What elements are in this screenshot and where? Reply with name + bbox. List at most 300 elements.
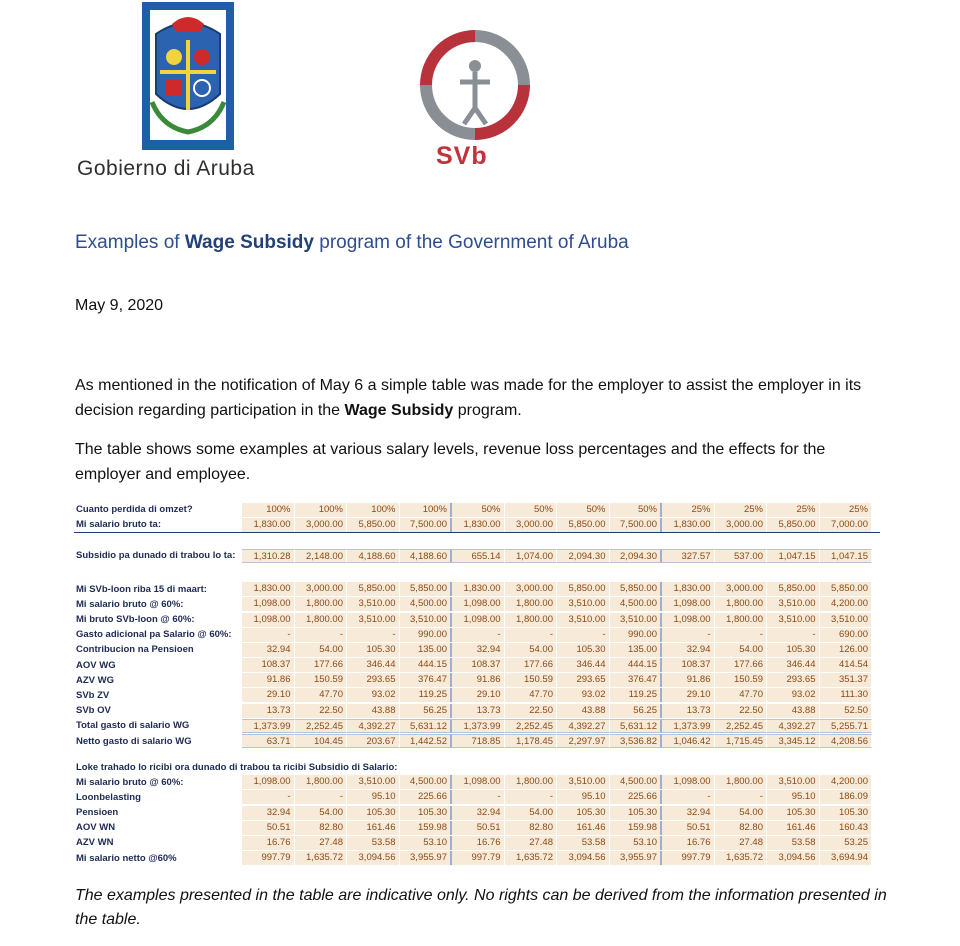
table-cell: 3,510.00 [610,613,663,627]
row-label: Pensioen [76,807,119,819]
table-cell: 100% [242,503,295,517]
table-cell: 1,635.72 [715,851,768,865]
table-cell: 293.65 [347,673,400,687]
table-cell: 1,373.99 [452,719,505,733]
table-cell: 22.50 [295,704,348,718]
table-cell: 4,208.56 [820,734,873,748]
table-row [74,805,880,820]
table-cell: 43.88 [767,704,820,718]
table-cell: 105.30 [557,643,610,657]
table-row [74,733,880,748]
table-cell: 3,094.56 [347,851,400,865]
table-cell: 1,830.00 [242,518,295,532]
table-cell: 3,510.00 [557,597,610,611]
table-cell: 1,800.00 [295,775,348,789]
row-label: Mi SVb-loon riba 15 di maart: [76,583,207,595]
table-cell: 13.73 [662,704,715,718]
row-label: Contribucion na Pensioen [76,644,194,656]
table-row [74,502,880,517]
table-cell: - [295,790,348,804]
table-cell: 50.51 [452,821,505,835]
intro-bold: Wage Subsidy [344,402,454,419]
table-cell: - [662,790,715,804]
table-cell: 108.37 [452,658,505,672]
table-cell: 2,148.00 [295,549,348,563]
table-cell: 16.76 [452,836,505,850]
table-cell: 1,047.15 [767,549,820,563]
table-cell: 203.67 [347,734,400,748]
table-cell: 997.79 [452,851,505,865]
table-cell: 56.25 [610,704,663,718]
table-cell: 1,098.00 [242,775,295,789]
table-cell: 1,178.45 [505,734,558,748]
table-cell: 3,510.00 [347,613,400,627]
table-cell: 54.00 [715,643,768,657]
table-cell: 105.30 [767,806,820,820]
table-cell: 4,200.00 [820,597,873,611]
table-cell: 160.43 [820,821,873,835]
table-cell: 1,098.00 [662,613,715,627]
table-cell: 1,800.00 [715,775,768,789]
table-row [74,673,880,688]
table-cell: 990.00 [610,628,663,642]
table-cell: 1,830.00 [452,518,505,532]
table-row [74,775,880,790]
table-cell: 1,800.00 [295,597,348,611]
table-cell: 5,850.00 [767,518,820,532]
row-label: Mi salario netto @60% [76,852,177,864]
table-cell: 27.48 [295,836,348,850]
table-cell: 50.51 [242,821,295,835]
table-cell: 5,850.00 [347,518,400,532]
title-highlight: Wage Subsidy [184,232,314,253]
table-cell: 655.14 [452,549,505,563]
table-cell: 25% [715,503,768,517]
table-row [74,851,880,866]
table-cell: 54.00 [505,643,558,657]
table-cell: 3,000.00 [295,582,348,596]
table-cell: 1,800.00 [505,775,558,789]
table-row [74,612,880,627]
table-cell: - [715,790,768,804]
table-cell: 29.10 [242,688,295,702]
table-cell: 32.94 [452,806,505,820]
table-cell: 105.30 [347,643,400,657]
table-cell: 1,715.45 [715,734,768,748]
table-cell: 3,955.97 [610,851,663,865]
table-cell: 1,098.00 [662,775,715,789]
table-row [74,790,880,805]
table-cell: 25% [820,503,873,517]
table-cell: - [505,628,558,642]
table-cell: 1,098.00 [452,775,505,789]
table-row [74,688,880,703]
table-cell: 1,098.00 [242,597,295,611]
row-label: Gasto adicional pa Salario @ 60%: [76,629,232,641]
table-cell: 53.10 [610,836,663,850]
table-cell: 56.25 [400,704,453,718]
table-cell: 135.00 [400,643,453,657]
table-cell: 161.46 [767,821,820,835]
table-cell: 4,200.00 [820,775,873,789]
table-cell: 444.15 [400,658,453,672]
table-cell: 105.30 [820,806,873,820]
table-cell: 50% [557,503,610,517]
table-cell: 1,074.00 [505,549,558,563]
wage-subsidy-table [74,502,880,866]
table-cell: 346.44 [557,658,610,672]
table-cell: 1,800.00 [715,613,768,627]
table-cell: - [242,628,295,642]
table-cell: 1,635.72 [295,851,348,865]
table-cell: 346.44 [767,658,820,672]
table-cell: 47.70 [505,688,558,702]
table-cell: 2,252.45 [505,719,558,733]
table-cell: 4,500.00 [610,597,663,611]
table-cell: 52.50 [820,704,873,718]
table-cell: 53.10 [400,836,453,850]
table-cell: 43.88 [347,704,400,718]
table-cell: 2,094.30 [557,549,610,563]
table-cell: 91.86 [452,673,505,687]
table-cell: 5,850.00 [767,582,820,596]
table-row [74,642,880,657]
table-cell: 177.66 [295,658,348,672]
table-cell: 718.85 [452,734,505,748]
table-cell: 537.00 [715,549,768,563]
table-cell: 27.48 [715,836,768,850]
table-cell: - [452,628,505,642]
table-row [74,658,880,673]
intro-text: As mentioned in the notification of May 6 a simple table was made for the employer to assist the employer in its decision regarding participation in the [75,377,862,419]
table-cell: 95.10 [347,790,400,804]
table-cell: 990.00 [400,628,453,642]
table-row [74,835,880,850]
row-label: AZV WN [76,837,114,849]
table-cell: 47.70 [715,688,768,702]
row-label: Mi salario bruto @ 60%: [76,776,184,788]
table-cell: 54.00 [715,806,768,820]
table-row [74,582,880,597]
table-cell: 91.86 [662,673,715,687]
table-cell: 32.94 [242,643,295,657]
table-cell: 3,000.00 [505,582,558,596]
table-cell: 5,631.12 [610,719,663,733]
government-name: Gobierno di Aruba [77,157,255,180]
table-cell: 5,850.00 [557,582,610,596]
table-cell: 32.94 [452,643,505,657]
table-row [74,548,880,563]
table-cell: 93.02 [557,688,610,702]
disclaimer: The examples presented in the table are indicative only. No rights can be derived from the information presented in the table. [75,887,887,928]
table-cell: 4,500.00 [400,597,453,611]
intro-paragraph [75,373,875,423]
table-cell: 135.00 [610,643,663,657]
table-cell: 82.80 [715,821,768,835]
table-cell: 161.46 [557,821,610,835]
table-cell: 3,000.00 [715,582,768,596]
table-cell: 159.98 [610,821,663,835]
table-cell: 225.66 [610,790,663,804]
table-cell: 25% [767,503,820,517]
table-cell: 1,373.99 [662,719,715,733]
row-label: Subsidio pa dunado di trabou lo ta: [76,550,236,562]
table-cell: 3,510.00 [557,775,610,789]
table-cell: 690.00 [820,628,873,642]
table-cell: 108.37 [662,658,715,672]
table-cell: 1,800.00 [505,597,558,611]
table-cell: 161.46 [347,821,400,835]
table-cell: 5,255.71 [820,719,873,733]
table-cell: 1,830.00 [242,582,295,596]
table-cell: 4,392.27 [767,719,820,733]
table-cell: 119.25 [400,688,453,702]
table-cell: 126.00 [820,643,873,657]
table-cell: 5,850.00 [557,518,610,532]
table-cell: 5,850.00 [610,582,663,596]
table-cell: 4,392.27 [557,719,610,733]
table-cell: 53.25 [820,836,873,850]
table-cell: 32.94 [662,806,715,820]
table-cell: 50% [452,503,505,517]
table-cell: 54.00 [295,643,348,657]
table-cell: 3,694.94 [820,851,873,865]
table-cell: 444.15 [610,658,663,672]
row-label: Total gasto di salario WG [76,720,190,732]
table-cell: 346.44 [347,658,400,672]
table-cell: 1,800.00 [715,597,768,611]
table-cell: 150.59 [295,673,348,687]
table-cell: 3,000.00 [715,518,768,532]
table-cell: 4,188.60 [347,549,400,563]
table-row [74,517,880,533]
row-label: AZV WG [76,674,114,686]
row-label: SVb OV [76,705,111,717]
row-label: AOV WG [76,659,116,671]
table-cell: 3,510.00 [767,597,820,611]
table-cell: 414.54 [820,658,873,672]
table-cell: 1,830.00 [662,518,715,532]
table-cell: 93.02 [767,688,820,702]
table-cell: 5,850.00 [347,582,400,596]
table-cell: 16.76 [662,836,715,850]
table-cell: 54.00 [295,806,348,820]
table-cell: 50.51 [662,821,715,835]
row-label: Cuanto perdida di omzet? [76,504,193,516]
table-cell: 53.58 [767,836,820,850]
title-prefix: Examples of [75,232,185,253]
table-cell: 997.79 [662,851,715,865]
table-cell: 2,252.45 [715,719,768,733]
table-cell: 376.47 [610,673,663,687]
table-cell: 91.86 [242,673,295,687]
table-cell: 100% [400,503,453,517]
table-cell: 4,188.60 [400,549,453,563]
table-cell: 2,252.45 [295,719,348,733]
table-cell: 3,510.00 [347,775,400,789]
table-cell: - [505,790,558,804]
table-cell: 43.88 [557,704,610,718]
table-cell: 100% [347,503,400,517]
table-cell: 4,392.27 [347,719,400,733]
table-cell: 186.09 [820,790,873,804]
table-cell: - [662,628,715,642]
table-cell: 108.37 [242,658,295,672]
table-cell: 82.80 [505,821,558,835]
table-cell: 100% [295,503,348,517]
table-cell: - [715,628,768,642]
table-row [74,820,880,835]
table-row [74,597,880,612]
table-cell: 4,500.00 [610,775,663,789]
table-cell: 13.73 [242,704,295,718]
row-label: Netto gasto di salario WG [76,735,192,747]
table-cell: 93.02 [347,688,400,702]
table-cell: 3,536.82 [610,734,663,748]
table-cell: 3,510.00 [767,613,820,627]
table-cell: 29.10 [452,688,505,702]
table-cell: 3,510.00 [557,613,610,627]
table-cell: 105.30 [610,806,663,820]
table-cell: 27.48 [505,836,558,850]
table-cell: 150.59 [715,673,768,687]
table-cell: 5,850.00 [400,582,453,596]
table-cell: 1,098.00 [452,597,505,611]
table-cell: 3,094.56 [767,851,820,865]
row-label: Mi bruto SVb-loon @ 60%: [76,614,195,626]
svb-logo [418,28,532,142]
title-suffix: program of the Government of Aruba [313,232,629,253]
table-cell: 3,510.00 [820,613,873,627]
table-cell: 111.30 [820,688,873,702]
table-cell: 1,800.00 [505,613,558,627]
employee-section-heading: Loke trahado lo ricibi ora dunado di trabou ta ricibi Subsidio di Salario: [76,761,398,773]
table-cell: 22.50 [715,704,768,718]
table-cell: 3,510.00 [400,613,453,627]
table-spacer [74,749,880,760]
table-cell: 2,094.30 [610,549,663,563]
table-cell: - [242,790,295,804]
table-cell: 997.79 [242,851,295,865]
table-cell: 95.10 [767,790,820,804]
table-cell: 1,635.72 [505,851,558,865]
table-cell: 150.59 [505,673,558,687]
table-cell: 105.30 [557,806,610,820]
table-cell: 159.98 [400,821,453,835]
table-cell: 1,800.00 [295,613,348,627]
table-cell: 327.57 [662,549,715,563]
row-label: Mi salario bruto ta: [76,519,161,531]
table-cell: 3,094.56 [557,851,610,865]
table-cell: 63.71 [242,734,295,748]
table-cell: 50% [505,503,558,517]
table-cell: 13.73 [452,704,505,718]
table-cell: - [557,628,610,642]
table-cell: 1,830.00 [452,582,505,596]
table-cell: 293.65 [767,673,820,687]
row-label: Mi salario bruto @ 60%: [76,598,184,610]
table-row [74,627,880,642]
table-cell: 1,098.00 [662,597,715,611]
table-cell: 105.30 [767,643,820,657]
table-cell: 1,310.28 [242,549,295,563]
table-cell: 47.70 [295,688,348,702]
table-cell: 119.25 [610,688,663,702]
table-cell: 1,046.42 [662,734,715,748]
table-cell: 50% [610,503,663,517]
table-cell: 3,000.00 [295,518,348,532]
document-date: May 9, 2020 [75,297,164,314]
table-cell: 293.65 [557,673,610,687]
table-cell: 1,098.00 [242,613,295,627]
table-cell: 4,500.00 [400,775,453,789]
table-cell: 53.58 [347,836,400,850]
table-cell: 104.45 [295,734,348,748]
aruba-coat-of-arms-logo [142,2,234,150]
table-cell: 5,850.00 [820,582,873,596]
table-cell: 5,631.12 [400,719,453,733]
table-spacer [74,533,880,548]
table-cell: 1,442.52 [400,734,453,748]
table-cell: 225.66 [400,790,453,804]
table-spacer [74,564,880,582]
table-cell: 53.58 [557,836,610,850]
table-cell: 29.10 [662,688,715,702]
table-cell: 1,373.99 [242,719,295,733]
table-cell: 7,000.00 [820,518,873,532]
table-cell: 32.94 [662,643,715,657]
table-cell: 3,345.12 [767,734,820,748]
table-cell: 2,297.97 [557,734,610,748]
table-cell: 1,047.15 [820,549,873,563]
table-cell: - [347,628,400,642]
row-label: Loonbelasting [76,791,141,803]
table-cell: 32.94 [242,806,295,820]
svb-name: SVb [436,142,488,170]
table-cell: 1,098.00 [452,613,505,627]
table-cell: 105.30 [400,806,453,820]
table-cell: 7,500.00 [610,518,663,532]
table-row [74,718,880,733]
table-cell: 22.50 [505,704,558,718]
table-cell: 376.47 [400,673,453,687]
row-label: AOV WN [76,822,116,834]
table-cell: 105.30 [347,806,400,820]
table-cell: 82.80 [295,821,348,835]
table-cell: 54.00 [505,806,558,820]
table-cell: 3,510.00 [767,775,820,789]
table-cell: 3,000.00 [505,518,558,532]
intro-end: program. [453,402,522,419]
table-cell: 16.76 [242,836,295,850]
table-row [74,703,880,718]
table-cell: 351.37 [820,673,873,687]
table-cell: 95.10 [557,790,610,804]
table-cell: 7,500.00 [400,518,453,532]
table-cell: 3,955.97 [400,851,453,865]
row-label: SVb ZV [76,689,110,701]
table-cell: 177.66 [505,658,558,672]
table-cell: - [452,790,505,804]
table-cell: 25% [662,503,715,517]
document-title [75,232,629,254]
table-cell: 177.66 [715,658,768,672]
table-cell: 1,830.00 [662,582,715,596]
table-cell: 3,510.00 [347,597,400,611]
table-cell: - [295,628,348,642]
table-cell: - [767,628,820,642]
table-description-paragraph: The table shows some examples at various salary levels, revenue loss percentages and the effects for the employer and employee. [75,441,826,483]
